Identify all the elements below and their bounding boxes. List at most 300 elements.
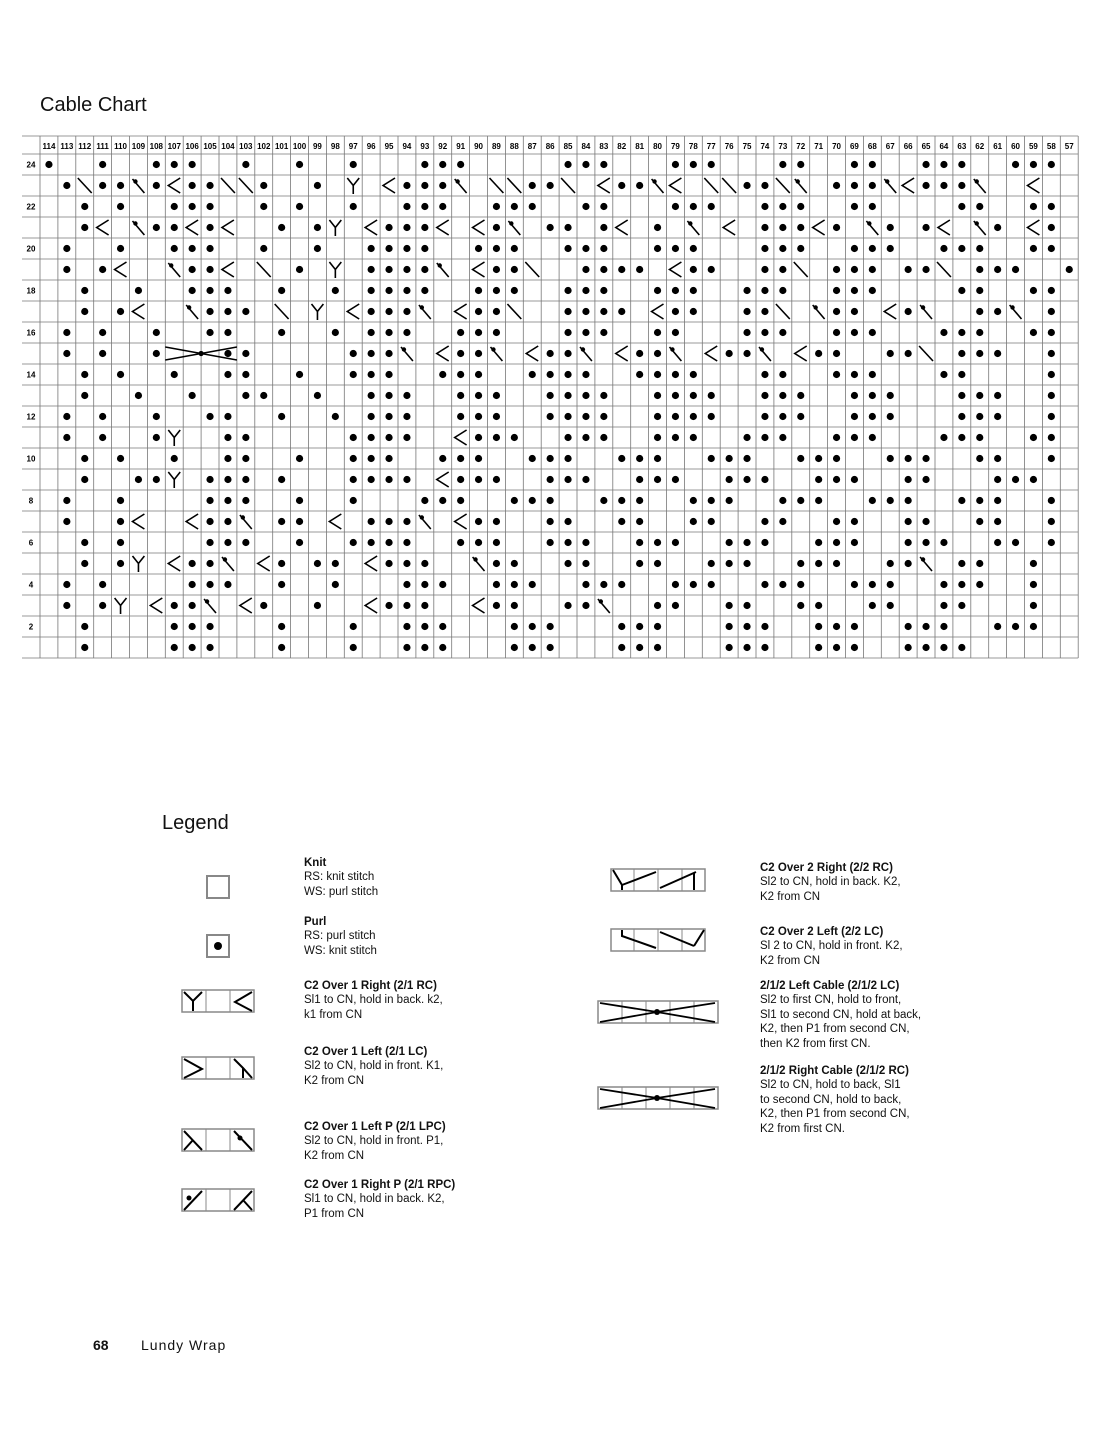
cable-stroke bbox=[473, 557, 485, 571]
purl-stitch bbox=[171, 644, 178, 651]
purl-stitch bbox=[439, 623, 446, 630]
purl-stitch bbox=[475, 245, 482, 252]
purl-stitch bbox=[403, 413, 410, 420]
purl-stitch bbox=[278, 518, 285, 525]
purl-stitch bbox=[636, 266, 643, 273]
column-label: 72 bbox=[796, 142, 806, 151]
purl-stitch bbox=[385, 266, 392, 273]
purl-stitch bbox=[654, 623, 661, 630]
row-label: 14 bbox=[26, 370, 36, 380]
cable-stroke bbox=[974, 179, 986, 193]
purl-stitch bbox=[475, 371, 482, 378]
purl-stitch bbox=[350, 644, 357, 651]
purl-stitch bbox=[833, 287, 840, 294]
purl-stitch bbox=[976, 497, 983, 504]
purl-stitch bbox=[99, 161, 106, 168]
purl-stitch bbox=[708, 497, 715, 504]
purl-stitch bbox=[457, 329, 464, 336]
cable-stroke bbox=[704, 178, 718, 193]
purl-stitch bbox=[457, 413, 464, 420]
purl-stitch bbox=[833, 518, 840, 525]
purl-stitch bbox=[582, 287, 589, 294]
purl-stitch bbox=[994, 224, 1001, 231]
purl-stitch bbox=[171, 602, 178, 609]
legend-item-2-1-2-rc bbox=[760, 1064, 970, 1136]
column-label: 59 bbox=[1028, 142, 1038, 151]
purl-stitch bbox=[940, 161, 947, 168]
purl-stitch bbox=[833, 224, 840, 231]
purl-stitch bbox=[636, 539, 643, 546]
purl-stitch bbox=[690, 392, 697, 399]
column-label: 95 bbox=[384, 142, 394, 151]
cable-stroke bbox=[795, 346, 807, 361]
purl-stitch bbox=[332, 581, 339, 588]
cable-stroke bbox=[490, 178, 504, 193]
purl-stitch bbox=[851, 413, 858, 420]
cable-stroke bbox=[168, 178, 180, 193]
purl-stitch bbox=[833, 476, 840, 483]
purl-stitch bbox=[206, 539, 213, 546]
purl-stitch bbox=[439, 581, 446, 588]
purl-stitch bbox=[779, 266, 786, 273]
purl-stitch bbox=[385, 518, 392, 525]
purl-stitch bbox=[403, 203, 410, 210]
purl-stitch bbox=[439, 182, 446, 189]
purl-stitch bbox=[153, 413, 160, 420]
purl-stitch bbox=[905, 623, 912, 630]
cable-stroke bbox=[437, 346, 449, 361]
purl-stitch bbox=[869, 434, 876, 441]
purl-stitch bbox=[851, 266, 858, 273]
purl-stitch bbox=[278, 476, 285, 483]
cable-stroke bbox=[920, 305, 932, 319]
purl-stitch bbox=[743, 602, 750, 609]
purl-stitch bbox=[779, 245, 786, 252]
purl-stitch bbox=[994, 392, 1001, 399]
column-label: 98 bbox=[330, 142, 340, 151]
purl-stitch bbox=[547, 392, 554, 399]
purl-stitch bbox=[385, 476, 392, 483]
purl-stitch bbox=[206, 560, 213, 567]
purl-stitch bbox=[314, 602, 321, 609]
purl-stitch bbox=[851, 518, 858, 525]
purl-stitch bbox=[278, 413, 285, 420]
purl-stitch bbox=[117, 539, 124, 546]
purl-stitch bbox=[224, 518, 231, 525]
purl-stitch bbox=[206, 581, 213, 588]
purl-stitch bbox=[564, 245, 571, 252]
purl-stitch bbox=[224, 371, 231, 378]
purl-stitch bbox=[582, 329, 589, 336]
purl-stitch bbox=[547, 539, 554, 546]
purl-stitch bbox=[851, 623, 858, 630]
purl-stitch bbox=[260, 245, 267, 252]
purl-stitch bbox=[99, 350, 106, 357]
purl-stitch bbox=[940, 434, 947, 441]
purl-stitch bbox=[403, 266, 410, 273]
purl-stitch bbox=[815, 350, 822, 357]
column-label: 106 bbox=[185, 142, 199, 151]
purl-stitch bbox=[779, 413, 786, 420]
purl-stitch bbox=[672, 329, 679, 336]
legend-name: Knit bbox=[304, 857, 327, 869]
purl-stitch bbox=[851, 581, 858, 588]
purl-stitch bbox=[618, 182, 625, 189]
column-label: 77 bbox=[706, 142, 716, 151]
column-label: 102 bbox=[257, 142, 271, 151]
purl-stitch bbox=[976, 350, 983, 357]
purl-stitch bbox=[869, 329, 876, 336]
purl-stitch bbox=[976, 203, 983, 210]
purl-stitch bbox=[708, 581, 715, 588]
purl-stitch bbox=[726, 560, 733, 567]
purl-stitch bbox=[654, 602, 661, 609]
purl-stitch bbox=[1030, 581, 1037, 588]
purl-stitch bbox=[654, 329, 661, 336]
purl-stitch bbox=[547, 644, 554, 651]
purl-stitch bbox=[958, 350, 965, 357]
cable-stroke bbox=[186, 220, 198, 235]
purl-stitch bbox=[958, 644, 965, 651]
purl-stitch bbox=[403, 308, 410, 315]
purl-stitch bbox=[81, 560, 88, 567]
purl-stitch bbox=[224, 434, 231, 441]
purl-stitch bbox=[654, 392, 661, 399]
purl-stitch bbox=[976, 308, 983, 315]
purl-stitch bbox=[529, 644, 536, 651]
purl-stitch bbox=[922, 224, 929, 231]
purl-stitch bbox=[368, 476, 375, 483]
purl-stitch bbox=[922, 518, 929, 525]
purl-stitch bbox=[547, 371, 554, 378]
column-label: 86 bbox=[545, 142, 555, 151]
purl-stitch bbox=[206, 203, 213, 210]
cable-stroke bbox=[455, 430, 467, 445]
purl-stitch bbox=[672, 308, 679, 315]
purl-stitch bbox=[350, 161, 357, 168]
legend-desc: Sl1 to CN, hold in back. k2, k1 from CN bbox=[304, 994, 443, 1021]
left-cross-2-1-symbol bbox=[181, 1056, 255, 1080]
purl-stitch bbox=[260, 182, 267, 189]
purl-stitch bbox=[851, 392, 858, 399]
legend-name: 2/1/2 Right Cable (2/1/2 RC) bbox=[760, 1065, 909, 1077]
purl-stitch bbox=[63, 518, 70, 525]
column-label: 57 bbox=[1064, 142, 1074, 151]
purl-stitch bbox=[1048, 329, 1055, 336]
cable-stroke bbox=[1028, 178, 1040, 193]
purl-stitch bbox=[1012, 623, 1019, 630]
purl-stitch bbox=[368, 413, 375, 420]
purl-stitch bbox=[81, 623, 88, 630]
purl-stitch bbox=[743, 455, 750, 462]
purl-stitch bbox=[994, 413, 1001, 420]
purl-stitch bbox=[672, 434, 679, 441]
purl-stitch bbox=[940, 644, 947, 651]
purl-stitch bbox=[976, 266, 983, 273]
purl-stitch bbox=[117, 497, 124, 504]
column-label: 107 bbox=[167, 142, 181, 151]
column-label: 110 bbox=[114, 142, 128, 151]
purl-stitch bbox=[654, 224, 661, 231]
purl-stitch bbox=[636, 371, 643, 378]
purl-stitch bbox=[600, 287, 607, 294]
purl-stitch bbox=[511, 266, 518, 273]
purl-stitch bbox=[887, 392, 894, 399]
cable-stroke bbox=[902, 178, 914, 193]
column-label: 64 bbox=[939, 142, 949, 151]
column-label: 89 bbox=[491, 142, 501, 151]
column-label: 111 bbox=[96, 142, 109, 151]
purl-stitch bbox=[743, 644, 750, 651]
cable-stroke bbox=[919, 346, 933, 361]
purl-stitch bbox=[958, 392, 965, 399]
purl-stitch bbox=[654, 413, 661, 420]
cable-stroke bbox=[168, 263, 180, 277]
purl-stitch bbox=[618, 623, 625, 630]
cable-stroke bbox=[580, 347, 592, 361]
purl-stitch bbox=[600, 308, 607, 315]
cable-stroke bbox=[794, 262, 808, 277]
purl-stitch bbox=[493, 266, 500, 273]
purl-stitch bbox=[654, 287, 661, 294]
purl-stitch bbox=[976, 455, 983, 462]
purl-stitch bbox=[385, 602, 392, 609]
cable-stroke bbox=[186, 305, 198, 319]
purl-stitch bbox=[636, 623, 643, 630]
purl-stitch bbox=[314, 224, 321, 231]
purl-stitch bbox=[296, 161, 303, 168]
purl-stitch bbox=[81, 476, 88, 483]
purl-stitch bbox=[242, 497, 249, 504]
purl-stitch bbox=[761, 476, 768, 483]
column-label: 76 bbox=[724, 142, 734, 151]
cable-stroke bbox=[257, 262, 271, 277]
purl-stitch bbox=[421, 560, 428, 567]
purl-stitch bbox=[314, 245, 321, 252]
purl-stitch bbox=[905, 308, 912, 315]
purl-stitch bbox=[887, 560, 894, 567]
purl-stitch bbox=[403, 224, 410, 231]
column-label: 75 bbox=[742, 142, 752, 151]
purl-stitch bbox=[457, 497, 464, 504]
purl-stitch bbox=[726, 455, 733, 462]
legend-item-2-1-rc bbox=[304, 979, 504, 1022]
purl-stitch bbox=[189, 560, 196, 567]
column-label: 97 bbox=[348, 142, 358, 151]
cable-stroke bbox=[491, 347, 503, 361]
purl-stitch bbox=[618, 308, 625, 315]
purl-stitch bbox=[1012, 476, 1019, 483]
purl-stitch bbox=[1048, 371, 1055, 378]
cable-stroke bbox=[759, 347, 771, 361]
cable-stroke bbox=[507, 304, 521, 319]
cable-stroke bbox=[670, 262, 682, 277]
purl-stitch bbox=[600, 224, 607, 231]
purl-stitch bbox=[493, 392, 500, 399]
purl-stitch bbox=[153, 161, 160, 168]
purl-stitch bbox=[350, 539, 357, 546]
purl-stitch bbox=[1012, 161, 1019, 168]
cable-stroke bbox=[222, 220, 234, 235]
purl-stitch bbox=[296, 539, 303, 546]
legend-item-2-1-lc bbox=[304, 1045, 504, 1088]
purl-stitch bbox=[63, 413, 70, 420]
purl-stitch bbox=[654, 350, 661, 357]
purl-stitch bbox=[529, 203, 536, 210]
cable-stroke bbox=[813, 305, 825, 319]
purl-stitch bbox=[475, 287, 482, 294]
purl-stitch bbox=[761, 644, 768, 651]
purl-stitch bbox=[385, 308, 392, 315]
purl-stitch bbox=[976, 287, 983, 294]
purl-stitch bbox=[475, 518, 482, 525]
purl-stitch bbox=[833, 560, 840, 567]
row-label: 20 bbox=[26, 244, 36, 254]
purl-stitch bbox=[475, 539, 482, 546]
purl-stitch bbox=[81, 308, 88, 315]
purl-stitch bbox=[564, 224, 571, 231]
purl-stitch bbox=[958, 161, 965, 168]
purl-stitch bbox=[278, 581, 285, 588]
row-label: 18 bbox=[26, 286, 36, 296]
legend-name: C2 Over 1 Left P (2/1 LPC) bbox=[304, 1121, 446, 1133]
purl-stitch bbox=[457, 161, 464, 168]
row-label: 22 bbox=[26, 202, 36, 212]
purl-stitch bbox=[421, 203, 428, 210]
purl-stitch bbox=[493, 413, 500, 420]
purl-stitch bbox=[511, 602, 518, 609]
purl-stitch bbox=[708, 203, 715, 210]
column-label: 83 bbox=[599, 142, 609, 151]
purl-stitch bbox=[690, 497, 697, 504]
purl-stitch bbox=[905, 539, 912, 546]
purl-stitch bbox=[672, 161, 679, 168]
purl-stitch bbox=[385, 413, 392, 420]
cable-stroke bbox=[1010, 305, 1022, 319]
purl-stitch bbox=[726, 497, 733, 504]
legend-title: Legend bbox=[162, 812, 229, 834]
purl-stitch bbox=[368, 392, 375, 399]
column-label: 100 bbox=[292, 142, 307, 151]
purl-stitch bbox=[869, 245, 876, 252]
purl-stitch bbox=[797, 161, 804, 168]
purl-stitch bbox=[940, 539, 947, 546]
purl-stitch bbox=[922, 476, 929, 483]
purl-stitch bbox=[63, 245, 70, 252]
purl-stitch bbox=[1066, 266, 1073, 273]
purl-stitch bbox=[887, 413, 894, 420]
purl-stitch bbox=[690, 266, 697, 273]
legend-desc: Sl 2 to CN, hold in front. K2, K2 from CN bbox=[760, 940, 903, 967]
purl-stitch bbox=[654, 371, 661, 378]
purl-stitch bbox=[940, 329, 947, 336]
legend-desc: Sl2 to CN, hold in back. K2, K2 from CN bbox=[760, 876, 901, 903]
column-label: 101 bbox=[274, 142, 289, 151]
purl-stitch bbox=[1048, 539, 1055, 546]
purl-stitch bbox=[385, 539, 392, 546]
legend-name: Purl bbox=[304, 916, 327, 928]
purl-stitch bbox=[994, 518, 1001, 525]
purl-stitch bbox=[403, 518, 410, 525]
purl-stitch bbox=[761, 539, 768, 546]
purl-stitch bbox=[636, 560, 643, 567]
column-label: 73 bbox=[778, 142, 788, 151]
purl-stitch bbox=[600, 413, 607, 420]
purl-stitch bbox=[1048, 455, 1055, 462]
purl-stitch bbox=[618, 644, 625, 651]
purl-stitch bbox=[743, 350, 750, 357]
cable-stroke bbox=[365, 220, 377, 235]
purl-stitch bbox=[171, 224, 178, 231]
purl-stitch bbox=[600, 245, 607, 252]
purl-stitch bbox=[708, 161, 715, 168]
purl-stitch bbox=[206, 329, 213, 336]
purl-stitch bbox=[350, 623, 357, 630]
purl-stitch bbox=[690, 518, 697, 525]
purl-stitch bbox=[905, 518, 912, 525]
row-label: 24 bbox=[26, 160, 36, 170]
purl-stitch bbox=[636, 644, 643, 651]
purl-stitch bbox=[761, 245, 768, 252]
purl-stitch bbox=[779, 581, 786, 588]
purl-stitch bbox=[547, 497, 554, 504]
purl-stitch bbox=[618, 266, 625, 273]
purl-stitch bbox=[63, 350, 70, 357]
purl-stitch bbox=[976, 518, 983, 525]
purl-stitch bbox=[1048, 413, 1055, 420]
column-label: 93 bbox=[420, 142, 430, 151]
purl-stitch bbox=[63, 266, 70, 273]
cable-stroke bbox=[598, 599, 610, 613]
cable-stroke bbox=[652, 304, 664, 319]
cable-stroke bbox=[507, 178, 521, 193]
purl-stitch bbox=[564, 476, 571, 483]
purl-stitch bbox=[189, 266, 196, 273]
purl-stitch bbox=[851, 287, 858, 294]
purl-stitch bbox=[797, 203, 804, 210]
purl-stitch bbox=[869, 266, 876, 273]
purl-stitch bbox=[153, 329, 160, 336]
purl-stitch bbox=[224, 455, 231, 462]
purl-stitch bbox=[475, 455, 482, 462]
purl-stitch bbox=[242, 539, 249, 546]
purl-stitch bbox=[958, 413, 965, 420]
purl-stitch bbox=[779, 161, 786, 168]
purl-stitch bbox=[314, 182, 321, 189]
purl-stitch bbox=[654, 476, 661, 483]
cable-stroke bbox=[419, 305, 431, 319]
right-cable-2-1-2-symbol bbox=[597, 1086, 719, 1110]
column-label: 78 bbox=[688, 142, 698, 151]
purl-stitch bbox=[421, 287, 428, 294]
purl-stitch bbox=[922, 266, 929, 273]
purl-stitch bbox=[636, 455, 643, 462]
purl-stitch bbox=[1030, 560, 1037, 567]
purl-stitch bbox=[457, 539, 464, 546]
purl-stitch bbox=[564, 518, 571, 525]
legend-desc: Sl2 to CN, hold in front. K1, K2 from CN bbox=[304, 1060, 444, 1087]
purl-stitch bbox=[976, 392, 983, 399]
purl-stitch bbox=[958, 602, 965, 609]
cable-stroke bbox=[652, 179, 664, 193]
purl-stitch bbox=[332, 413, 339, 420]
cable-stroke bbox=[168, 556, 180, 571]
cable-stroke bbox=[419, 515, 431, 529]
purl-stitch bbox=[779, 224, 786, 231]
purl-stitch bbox=[117, 518, 124, 525]
purl-stitch bbox=[654, 539, 661, 546]
purl-stitch bbox=[761, 434, 768, 441]
